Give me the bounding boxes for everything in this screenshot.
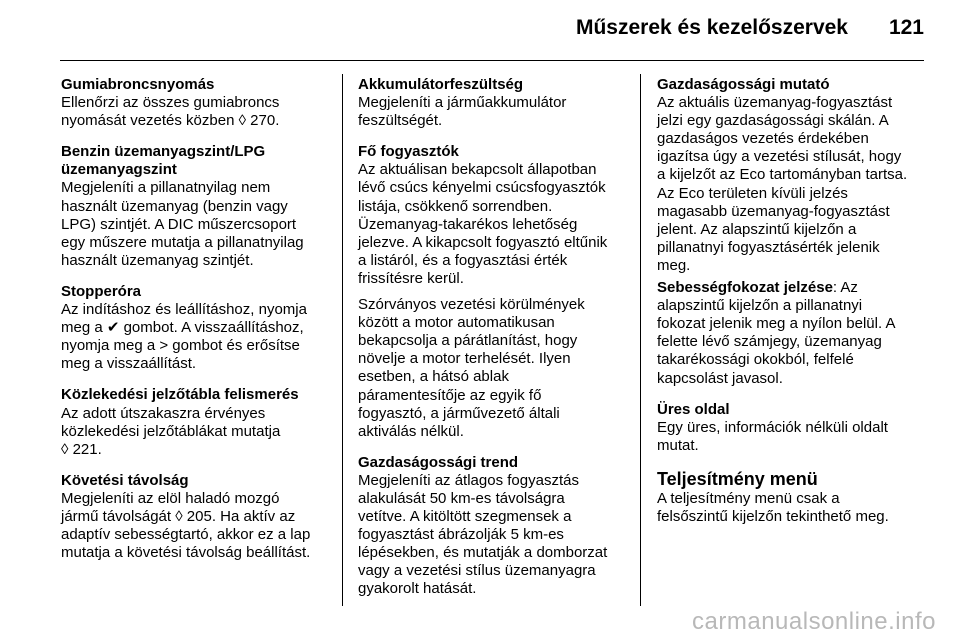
section-body: Megjeleníti az elöl haladó mozgó jármű távolságát ◊ 205. Ha aktív az adaptív sebességtartó, akkor ez a lap mutatja a követési távolság beállítást. bbox=[61, 489, 311, 562]
section-body: Megjeleníti a pillanatnyilag nem használt üzemanyag (benzin vagy LPG) szintjét. A DIC műszercsoport egy műszere mutatja a pillanatnyilag használt üzemanyag szintjét. bbox=[61, 179, 304, 269]
watermark: carmanualsonline.info bbox=[692, 608, 936, 635]
section-fuel-level bbox=[61, 143, 333, 270]
section-heading: Teljesítmény menü bbox=[657, 468, 818, 489]
section-body: Ellenőrzi az összes gumiabroncs nyomását vezetés közben ◊ 270. bbox=[61, 94, 280, 130]
section-eco-indicator bbox=[657, 76, 929, 275]
section-body: Megjeleníti az átlagos fogyasztás alakulását 50 km-es távolságra vetítve. A kitöltött szegmensek a fogyasztást ábrázolják 5 km-es lépésekben, és mutatják a domborzat vagy a vezetési stílus üzemanyagra gyakorolt hatását. bbox=[358, 471, 608, 598]
section-body: Egy üres, információk nélküli oldalt mutat. bbox=[657, 418, 888, 454]
section-heading: Üres oldal bbox=[657, 400, 730, 418]
section-heading: Követési távolság bbox=[61, 471, 189, 489]
section-heading: Akkumulátorfeszültség bbox=[358, 76, 524, 93]
section-tire-pressure bbox=[61, 76, 333, 130]
column-1 bbox=[61, 76, 333, 575]
column-2 bbox=[358, 76, 630, 612]
section-body: Az indításhoz és leállításhoz, nyomja meg a ✔ gombot. A visszaállításhoz, nyomja meg a > gombot és erősítse meg a visszaállítást. bbox=[61, 301, 307, 373]
section-heading: Közlekedési jelzőtábla felismerés bbox=[61, 386, 299, 404]
column-3 bbox=[657, 76, 929, 539]
section-gear-indicator bbox=[657, 279, 929, 388]
section-body: : Az alapszintű kijelzőn a pillanatnyi fokozat jelenik meg a nyílon belül. A felette lévő számjegy, üzemanyag takarékossági okokból, felfelé kapcsolást javasol. bbox=[657, 279, 896, 387]
section-heading: Gazdaságossági mutató bbox=[657, 76, 830, 93]
section-heading: Fő fogyasztók bbox=[358, 143, 459, 161]
section-body: Az adott útszakaszra érvényes közlekedési jelzőtáblákat mutatja ◊ 221. bbox=[61, 404, 281, 458]
column-divider-1 bbox=[342, 74, 343, 606]
section-main-consumers bbox=[358, 143, 630, 441]
section-economy-trend bbox=[358, 454, 630, 599]
section-body: A teljesítmény menü csak a felsőszintű kijelzőn tekinthető meg. bbox=[657, 489, 889, 525]
section-battery-voltage bbox=[358, 76, 630, 130]
section-performance-menu bbox=[657, 468, 929, 526]
section-heading: Benzin üzemanyagszint/LPG üzemanyagszint bbox=[61, 143, 266, 179]
section-heading: Gumiabroncsnyomás bbox=[61, 76, 215, 93]
section-empty-page bbox=[657, 401, 929, 455]
page-header-title: Műszerek és kezelőszervek bbox=[575, 16, 848, 39]
section-following-distance bbox=[61, 472, 333, 562]
inline-heading: Sebességfokozat jelzése bbox=[657, 279, 833, 297]
section-traffic-sign bbox=[61, 386, 333, 458]
section-body: Megjeleníti a járműakkumulátor feszültségét. bbox=[358, 94, 567, 130]
section-body: Az aktuálisan bekapcsolt állapotban lévő csúcs kényelmi csúcsfogyasztók listája, csökkenő sorrendben. Üzemanyag-takarékos lehetőség jelezve. A kikapcsolt fogyasztó eltűnik a listáról, és a fogyasztási érték frissítésre kerül. bbox=[358, 161, 608, 287]
page-number: 121 bbox=[888, 16, 924, 39]
section-heading: Gazdaságossági trend bbox=[358, 453, 519, 471]
section-body: Az aktuális üzemanyag-fogyasztást jelzi egy gazdaságossági skálán. A gazdaságos vezetés érdekében igazítsa úgy a vezetési stílusát, hogy a kijelzőt az Eco tartományban tartsa. Az Eco területen kívüli jelzés magasabb üzemanyag-fogyasztást jelent. Az alapszintű kijelzőn a pillanatnyi fogyasztásérték jelenik meg. bbox=[657, 94, 908, 274]
column-divider-2 bbox=[640, 74, 641, 606]
section-heading: Stopperóra bbox=[61, 282, 142, 300]
section-body-2: Szórványos vezetési körülmények között a motor automatikusan bekapcsolja a párátlanítást, hogy növelje a motor terhelését. Ilyen esetben, a hátsó ablak páramentesítője az egyik fő fogyasztó, a járművezető általi aktiválás nélkül. bbox=[358, 296, 585, 440]
section-stopwatch bbox=[61, 283, 333, 373]
header-divider bbox=[60, 60, 924, 61]
